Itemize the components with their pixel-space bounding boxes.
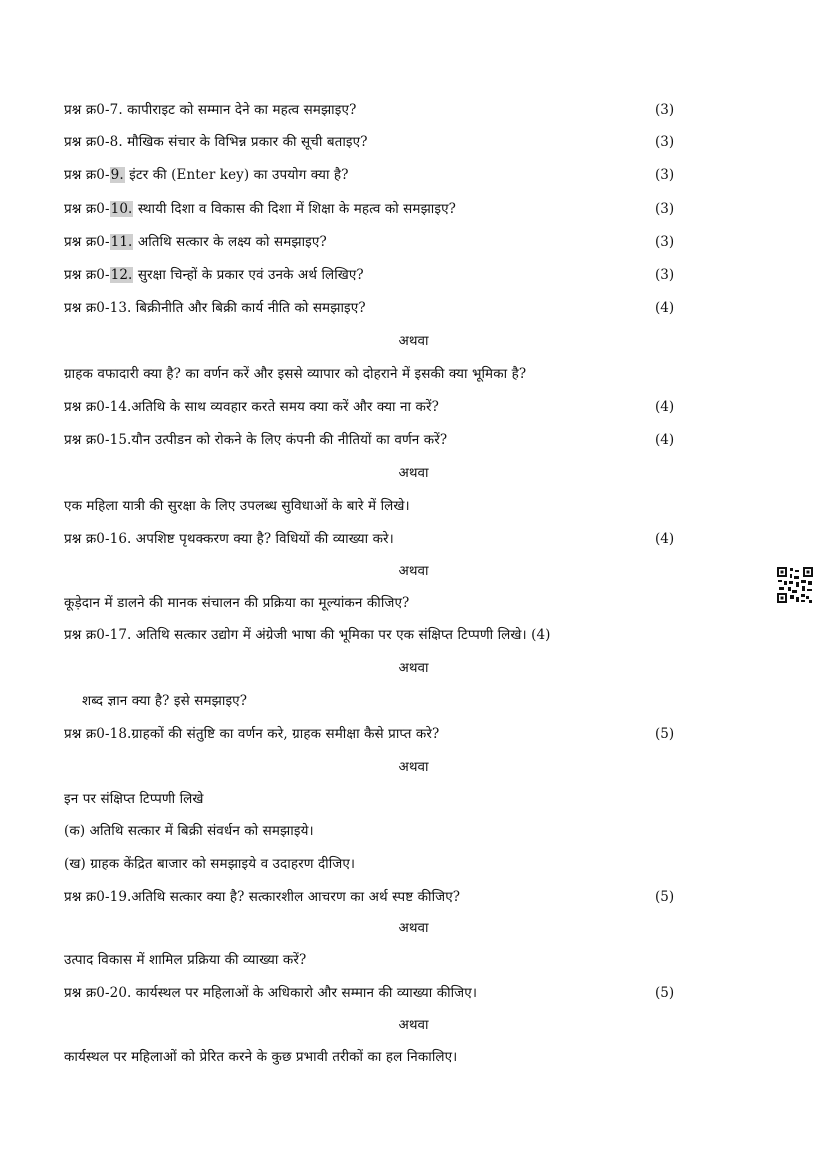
or-separator: अथवा	[398, 465, 429, 481]
qr-code-icon	[776, 566, 814, 604]
question-18-alternative-intro: इन पर संक्षिप्त टिप्पणी लिखे	[64, 791, 204, 807]
marks-q13: (4)	[655, 300, 675, 316]
highlight-number: 12.	[110, 267, 133, 283]
or-separator: अथवा	[398, 920, 429, 936]
question-7: प्रश्न क्र0-7. कापीराइट को सम्मान देने का महत्व समझाइए?	[64, 102, 357, 118]
marks-q20: (5)	[655, 985, 675, 1001]
question-17: प्रश्न क्र0-17. अतिथि सत्कार उद्योग में अंग्रेजी भाषा की भूमिका पर एक संक्षिप्त टिप्पणी लिखे। (4)	[64, 627, 551, 643]
marks-q18: (5)	[655, 726, 675, 742]
question-12: प्रश्न क्र0-12. सुरक्षा चिन्हों के प्रकार एवं उनके अर्थ लिखिए?	[64, 267, 364, 283]
question-16-alternative: कूड़ेदान में डालने की मानक संचालन की प्रक्रिया का मूल्यांकन कीजिए?	[64, 595, 410, 611]
or-separator: अथवा	[398, 660, 429, 676]
marks-q7: (3)	[655, 102, 675, 118]
question-18-alternative-b: (ख) ग्राहक केंद्रित बाजार को समझाइये व उदाहरण दीजिए।	[64, 856, 356, 872]
question-9: प्रश्न क्र0-9. इंटर की (Enter key) का उपयोग क्या है?	[64, 167, 349, 183]
marks-q10: (3)	[655, 201, 675, 217]
or-separator: अथवा	[398, 1017, 429, 1033]
question-20-alternative: कार्यस्थल पर महिलाओं को प्रेरित करने के कुछ प्रभावी तरीकों का हल निकालिए।	[64, 1049, 458, 1065]
question-19: प्रश्न क्र0-19.अतिथि सत्कार क्या है? सत्कारशील आचरण का अर्थ स्पष्ट कीजिए?	[64, 889, 461, 905]
question-16: प्रश्न क्र0-16. अपशिष्ट पृथक्करण क्या है? विधियों की व्याख्या करे।	[64, 531, 394, 547]
highlight-number: 11.	[110, 234, 133, 250]
question-14: प्रश्न क्र0-14.अतिथि के साथ व्यवहार करते समय क्या करें और क्या ना करें?	[64, 399, 439, 415]
marks-q19: (5)	[655, 889, 675, 905]
highlight-number: 9.	[110, 167, 124, 183]
highlight-number: 10.	[110, 201, 133, 217]
marks-q9: (3)	[655, 167, 675, 183]
question-8: प्रश्न क्र0-8. मौखिक संचार के विभिन्न प्रकार की सूची बताइए?	[64, 134, 368, 150]
marks-q12: (3)	[655, 267, 675, 283]
question-13-alternative: ग्राहक वफादारी क्या है? का वर्णन करें और इससे व्यापार को दोहराने में इसकी क्या भूमिका है?	[64, 366, 527, 382]
question-19-alternative: उत्पाद विकास में शामिल प्रक्रिया की व्याख्या करें?	[64, 952, 307, 968]
question-18: प्रश्न क्र0-18.ग्राहकों की संतुष्टि का वर्णन करे, ग्राहक समीक्षा कैसे प्राप्त करे?	[64, 726, 440, 742]
marks-q16: (4)	[655, 531, 675, 547]
question-17-alternative: शब्द ज्ञान क्या है? इसे समझाइए?	[82, 693, 248, 709]
question-10: प्रश्न क्र0-10. स्थायी दिशा व विकास की दिशा में शिक्षा के महत्व को समझाइए?	[64, 201, 457, 217]
question-15-alternative: एक महिला यात्री की सुरक्षा के लिए उपलब्ध सुविधाओं के बारे में लिखे।	[64, 498, 410, 514]
question-18-alternative-a: (क) अतिथि सत्कार में बिक्री संवर्धन को समझाइये।	[64, 823, 314, 839]
marks-q15: (4)	[655, 432, 675, 448]
question-20: प्रश्न क्र0-20. कार्यस्थल पर महिलाओं के अधिकारो और सम्मान की व्याख्या कीजिए।	[64, 985, 478, 1001]
question-13: प्रश्न क्र0-13. बिक्रीनीति और बिक्री कार्य नीति को समझाइए?	[64, 300, 366, 316]
or-separator: अथवा	[398, 333, 429, 349]
marks-q14: (4)	[655, 399, 675, 415]
or-separator: अथवा	[398, 563, 429, 579]
marks-q8: (3)	[655, 134, 675, 150]
question-11: प्रश्न क्र0-11. अतिथि सत्कार के लक्ष्य को समझाइए?	[64, 234, 327, 250]
marks-q11: (3)	[655, 234, 675, 250]
or-separator: अथवा	[398, 759, 429, 775]
question-15: प्रश्न क्र0-15.यौन उत्पीडन को रोकने के लिए कंपनी की नीतियों का वर्णन करें?	[64, 432, 448, 448]
